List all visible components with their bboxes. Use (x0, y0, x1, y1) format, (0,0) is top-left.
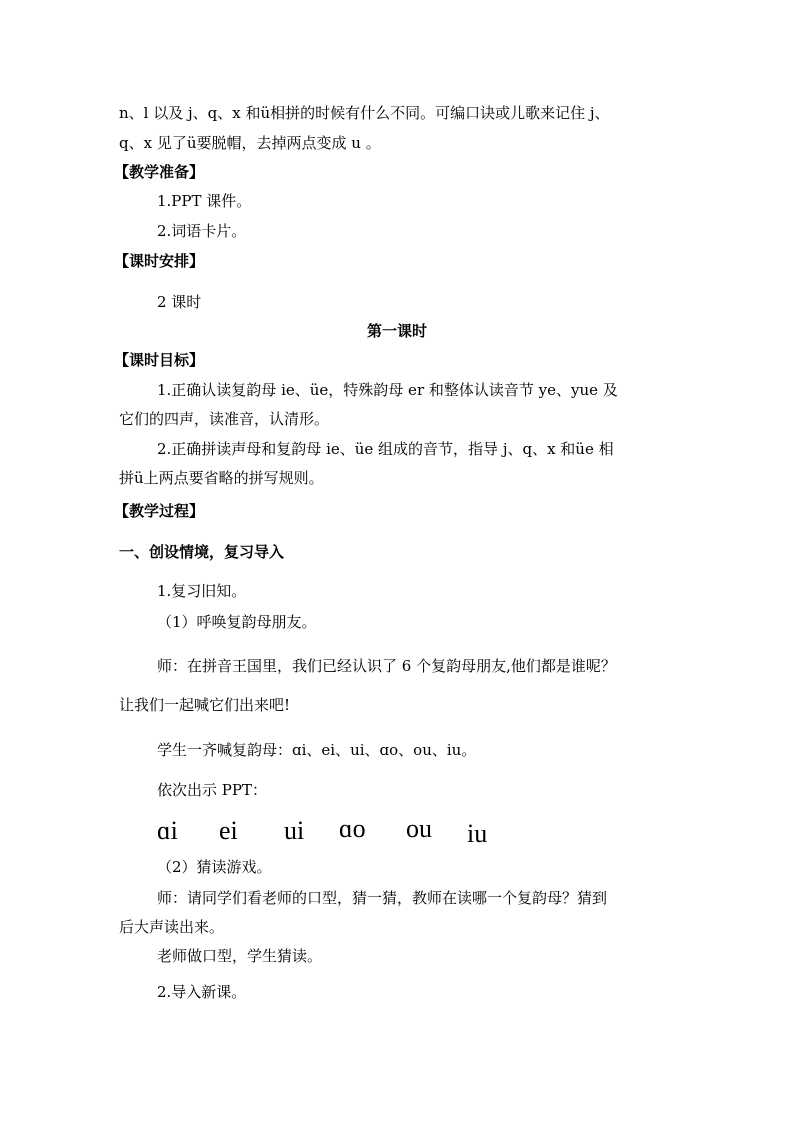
paragraph-line: 2.正确拼读声母和复韵母 ie、üe 组成的音节，指导 j、q、x 和üe 相 (157, 440, 614, 458)
paragraph-line: 师：在拼音王国里，我们已经认识了 6 个复韵母朋友,他们都是谁呢？ (157, 657, 616, 675)
paragraph-line: 师：请同学们看老师的口型，猜一猜，教师在读哪一个复韵母？猜到 (157, 889, 608, 907)
paragraph-line: n、l 以及 j、q、x 和ü相拼的时候有什么不同。可编口诀或儿歌来记住 j、 (119, 104, 610, 122)
lesson-title: 第一课时 (366, 322, 427, 340)
paragraph-line: q、x 见了ü要脱帽，去掉两点变成 u 。 (119, 134, 381, 152)
paragraph-line: 它们的四声，读准音，认清形。 (119, 410, 330, 428)
step-subitem: （2）猜读游戏。 (157, 858, 272, 876)
pinyin-final: ui (284, 816, 305, 845)
paragraph-line: 学生一齐喊复韵母：ɑi、ei、ui、ɑo、ou、iu。 (157, 741, 477, 759)
pinyin-final: ei (219, 816, 238, 845)
pinyin-final: iu (467, 819, 488, 848)
pinyin-final: ɑo (339, 814, 366, 843)
step-item: 1.复习旧知。 (157, 582, 247, 600)
step-item: 2.导入新课。 (157, 983, 247, 1001)
paragraph-line: 拼ü上两点要省略的拼写规则。 (119, 469, 324, 487)
list-item: 2.词语卡片。 (157, 222, 247, 240)
pinyin-final: ɑi (157, 816, 178, 845)
paragraph-line: 1.正确认读复韵母 ie、üe，特殊韵母 er 和整体认读音节 ye、yue 及 (157, 381, 618, 399)
schedule-value: 2 课时 (157, 293, 202, 311)
section-heading: 【教学准备】 (114, 163, 205, 181)
subsection-title: 一、创设情境，复习导入 (119, 543, 285, 561)
pinyin-final: ou (406, 814, 432, 843)
section-heading: 【教学过程】 (114, 502, 205, 520)
paragraph-line: 老师做口型，学生猜读。 (157, 947, 323, 965)
paragraph-line: 后大声读出来。 (119, 918, 225, 936)
step-subitem: （1）呼唤复韵母朋友。 (157, 613, 317, 631)
pinyin-finals-row (0, 814, 794, 854)
paragraph-line: 让我们一起喊它们出来吧! (119, 696, 291, 714)
paragraph-line: 依次出示 PPT： (157, 781, 267, 799)
section-heading: 【课时目标】 (114, 351, 205, 369)
list-item: 1.PPT 课件。 (157, 192, 252, 210)
section-heading: 【课时安排】 (114, 252, 205, 270)
